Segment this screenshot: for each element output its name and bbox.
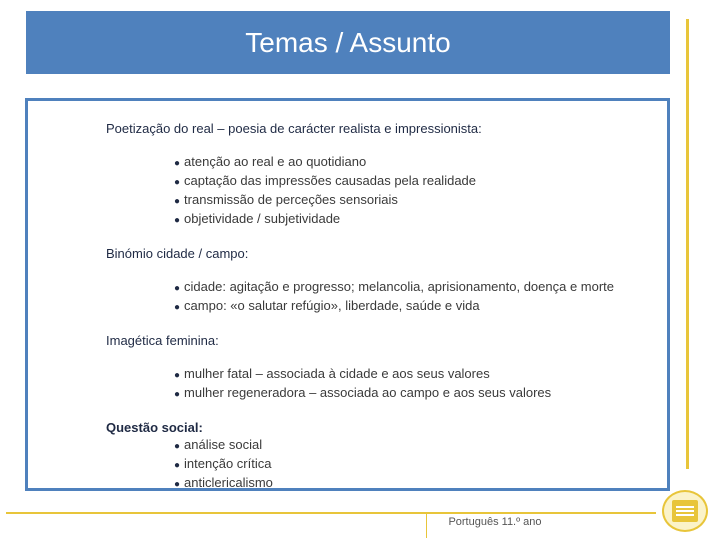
right-decorative-rule — [686, 19, 689, 469]
bullet-icon: ● — [174, 370, 181, 381]
bullet-icon: ● — [174, 283, 181, 294]
list-item — [174, 384, 666, 403]
spacer — [106, 229, 666, 245]
content-box — [25, 98, 670, 491]
content-body — [106, 120, 666, 493]
bullet-list-binomio — [106, 278, 666, 316]
spacer — [106, 137, 666, 153]
list-item-text: objetividade / subjetividade — [184, 211, 341, 226]
spacer — [106, 262, 666, 278]
list-item-text: intenção crítica — [184, 456, 272, 471]
book-logo-icon — [662, 490, 708, 532]
spacer — [106, 349, 666, 365]
list-item-text: cidade: agitação e progresso; melancolia, aprisionamento, doença e morte — [184, 279, 615, 294]
list-item — [174, 455, 666, 474]
bullet-icon: ● — [174, 215, 181, 226]
list-item — [174, 436, 666, 455]
list-item — [174, 172, 666, 191]
slide-title: Temas / Assunto — [245, 26, 451, 58]
bullet-list-questao-social — [106, 436, 666, 493]
list-item-text: captação das impressões causadas pela realidade — [184, 173, 477, 188]
section-heading-imagetica: Imagética feminina: — [106, 333, 219, 348]
bullet-icon: ● — [174, 460, 181, 471]
list-item-text: transmissão de perceções sensoriais — [184, 192, 398, 207]
bullet-icon: ● — [174, 389, 181, 400]
list-item — [174, 474, 666, 493]
bullet-icon: ● — [174, 158, 181, 169]
section-heading-binomio: Binómio cidade / campo: — [106, 246, 249, 261]
list-item-text: mulher fatal – associada à cidade e aos seus valores — [184, 366, 490, 381]
list-item-text: atenção ao real e ao quotidiano — [184, 154, 367, 169]
bullet-icon: ● — [174, 479, 181, 490]
list-item-text: campo: «o salutar refúgio», liberdade, saúde e vida — [184, 298, 480, 313]
bullet-icon: ● — [174, 177, 181, 188]
book-line — [676, 514, 694, 516]
list-item — [174, 365, 666, 384]
list-item — [174, 210, 666, 229]
list-item-text: mulher regeneradora – associada ao campo e aos seus valores — [184, 385, 552, 400]
list-item — [174, 153, 666, 172]
footer-label: Português 11.º ano — [440, 516, 550, 532]
book-line — [676, 510, 694, 512]
title-bar — [26, 11, 670, 74]
list-item — [174, 191, 666, 210]
bullet-icon: ● — [174, 441, 181, 452]
list-item — [174, 278, 666, 297]
bullet-icon: ● — [174, 196, 181, 207]
bullet-list-imagetica — [106, 365, 666, 403]
list-item — [174, 297, 666, 316]
spacer — [106, 316, 666, 332]
bullet-list-poetizacao — [106, 153, 666, 229]
list-item-text: análise social — [184, 437, 263, 452]
bullet-icon: ● — [174, 302, 181, 313]
bottom-decorative-rule — [6, 512, 656, 514]
section-heading-poetizacao: Poetização do real – poesia de carácter realista e impressionista: — [106, 121, 482, 136]
section-heading-questao-social: Questão social: — [106, 420, 203, 435]
footer-divider — [426, 514, 427, 538]
book-line — [676, 506, 694, 508]
book-icon — [672, 500, 698, 522]
spacer — [106, 403, 666, 419]
list-item-text: anticlericalismo — [184, 475, 273, 490]
